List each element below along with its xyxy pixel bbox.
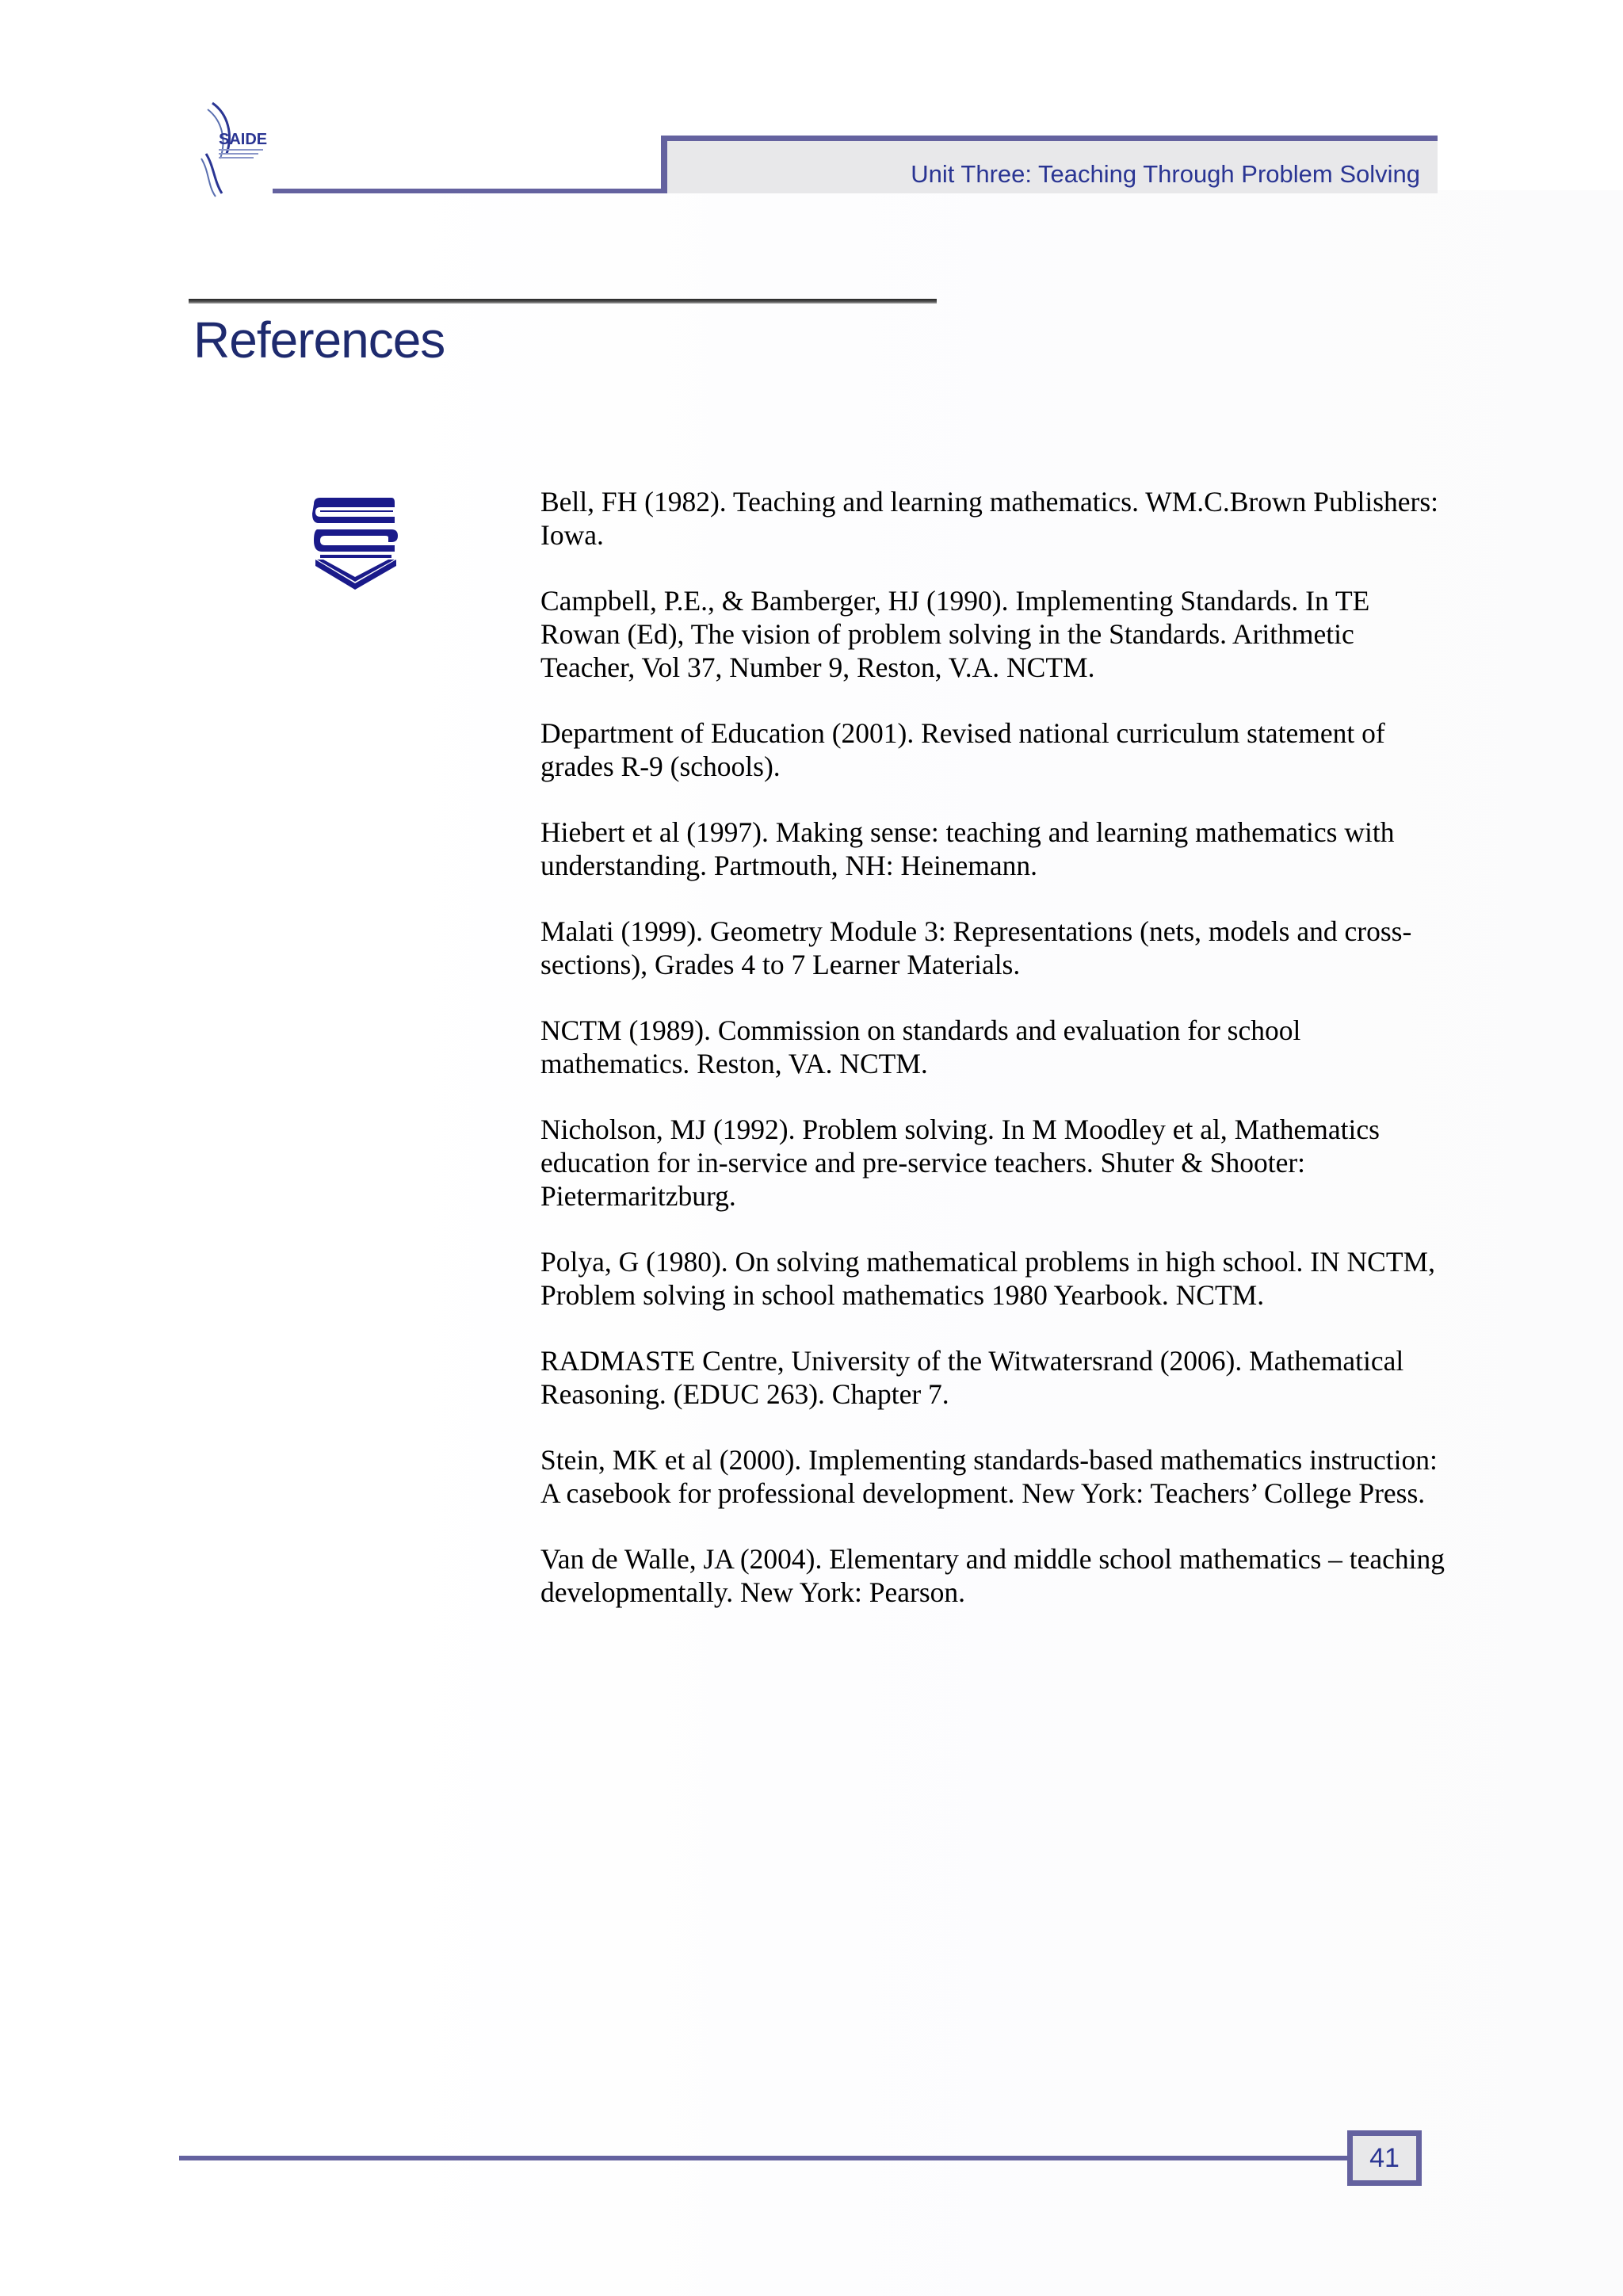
reference-item: RADMASTE Centre, University of the Witwatersrand (2006). Mathematical Reasoning. (EDUC 263). Chapter 7. (540, 1345, 1404, 1410)
saide-logo (190, 98, 277, 201)
reference-list (540, 485, 1452, 1641)
reference-item: Bell, FH (1982). Teaching and learning mathematics. WM.C.Brown Publishers: Iowa. (540, 486, 1439, 551)
reference-item: Department of Education (2001). Revised national curriculum statement of grades R-9 (schools). (540, 717, 1385, 782)
header-rule (273, 189, 666, 193)
reference-item: Van de Walle, JA (2004). Elementary and middle school mathematics – teaching developmentally. New York: Pearson. (540, 1543, 1445, 1608)
footer-rule (179, 2156, 1352, 2160)
svg-text:SAIDE: SAIDE (219, 131, 268, 148)
header-title-box (661, 136, 1438, 193)
reference-item: Stein, MK et al (2000). Implementing standards-based mathematics instruction: A casebook for professional development. New York: Teachers’ College Press. (540, 1444, 1438, 1509)
unit-title: Unit Three: Teaching Through Problem Solving (911, 160, 1420, 188)
heading-rule (189, 299, 937, 304)
page-title: References (193, 311, 445, 369)
reference-item: Nicholson, MJ (1992). Problem solving. In M Moodley et al, Mathematics education for in-service and pre-service teachers. Shuter & Shooter: Pietermaritzburg. (540, 1114, 1380, 1212)
page-number-box (1347, 2130, 1422, 2186)
reference-item: Campbell, P.E., & Bamberger, HJ (1990). Implementing Standards. In TE Rowan (Ed), The vision of problem solving in the Standards. Arithmetic Teacher, Vol 37, Number 9, Reston, V.A. NCTM. (540, 585, 1370, 683)
reference-item: Hiebert et al (1997). Making sense: teaching and learning mathematics with understanding. Partmouth, NH: Heinemann. (540, 816, 1395, 881)
reference-item: Polya, G (1980). On solving mathematical problems in high school. IN NCTM, Problem solving in school mathematics 1980 Yearbook. NCTM. (540, 1246, 1435, 1311)
reference-item: Malati (1999). Geometry Module 3: Representations (nets, models and cross-sections), Grades 4 to 7 Learner Materials. (540, 915, 1412, 980)
reference-item: NCTM (1989). Commission on standards and evaluation for school mathematics. Reston, VA. NCTM. (540, 1014, 1301, 1079)
books-stack-icon (309, 495, 401, 591)
page-number: 41 (1369, 2143, 1400, 2173)
